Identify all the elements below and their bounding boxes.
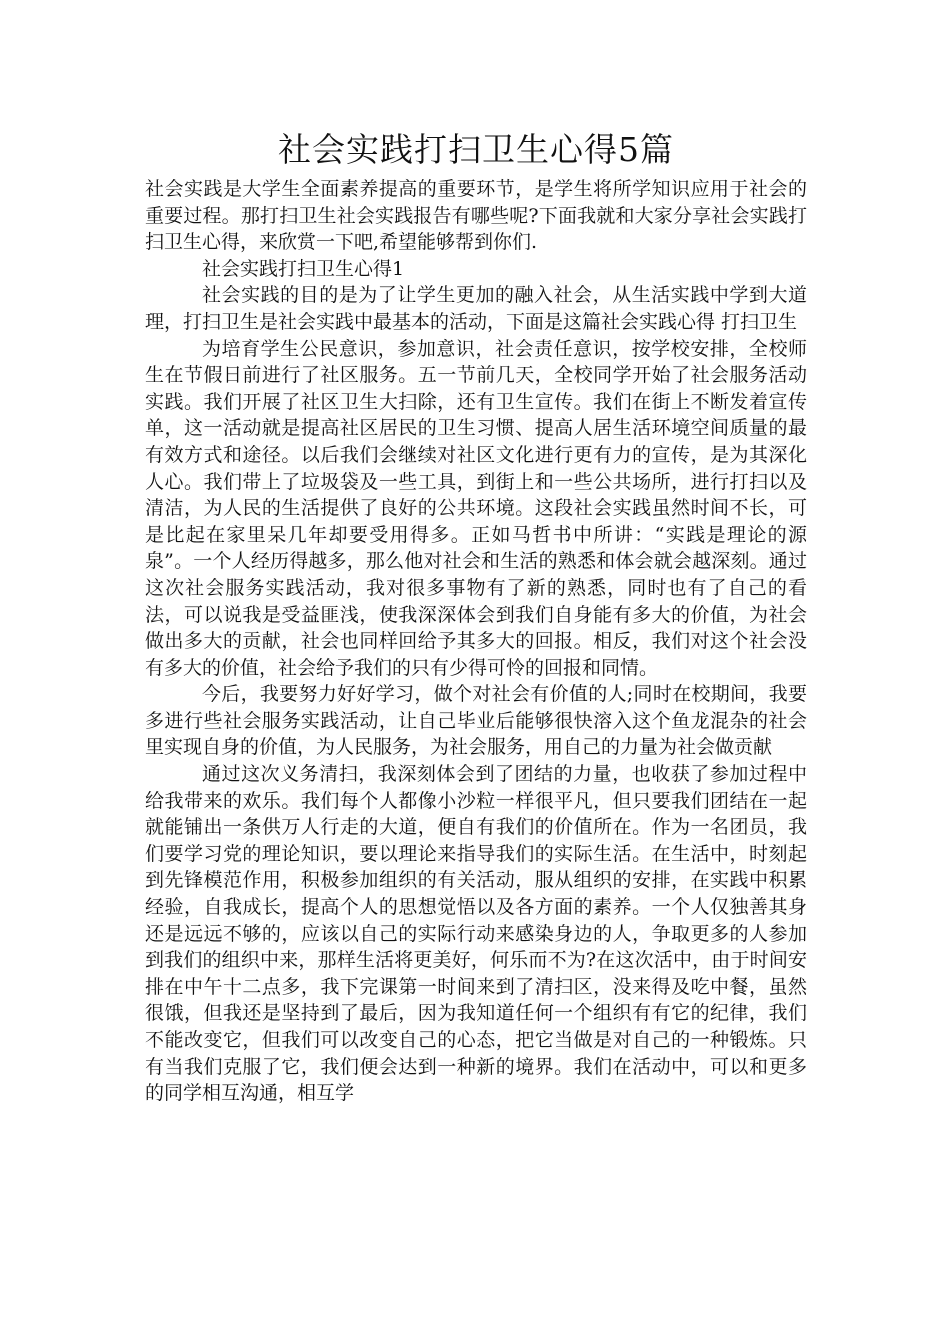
section-heading: 社会实践打扫卫生心得1: [202, 257, 405, 280]
paragraph: 今后，我要努力好好学习，做个对社会有价值的人;同时在校期间，我要多进行些社会服务实践活动，让自己毕业后能够很快溶入这个鱼龙混杂的社会里实现自身的价值，为人民服务，为社会服务，用自己的力量为社会做贡献: [145, 683, 807, 759]
paragraph: 通过这次义务清扫，我深刻体会到了团结的力量，也收获了参加过程中给我带来的欢乐。我们每个人都像小沙粒一样很平凡，但只要我们团结在一起就能铺出一条供万人行走的大道，便自有我们的价值所在。作为一名团员，我们要学习党的理论知识，要以理论来指导我们的实际生活。在生活中，时刻起到先锋模范作用，积极参加组织的有关活动，服从组织的安排，在实践中积累经验，自我成长，提高个人的思想觉悟以及各方面的素养。一个人仅独善其身还是远远不够的，应该以自己的实际行动来感染身边的人，争取更多的人参加到我们的组织中来，那样生活将更美好，何乐而不为?在这次活中，由于时间安排在中午十二点多，我下完课第一时间来到了清扫区，没来得及吃中餐，虽然很饿，但我还是坚持到了最后，因为我知道任何一个组织有有它的纪律，我们不能改变它，但我们可以改变自己的心态，把它当做是对自己的一种锻炼。只有当我们克服了它，我们便会达到一种新的境界。我们在活动中，可以和更多的同学相互沟通，相互学: [145, 763, 807, 1105]
document-title: 社会实践打扫卫生心得5篇: [278, 130, 674, 169]
paragraph: 社会实践的目的是为了让学生更加的融入社会，从生活实践中学到大道理，打扫卫生是社会实践中最基本的活动，下面是这篇社会实践心得 打扫卫生: [145, 284, 807, 333]
document-body: [145, 126, 807, 1107]
intro-paragraph: 社会实践是大学生全面素养提高的重要环节，是学生将所学知识应用于社会的重要过程。那打扫卫生社会实践报告有哪些呢?下面我就和大家分享社会实践打扫卫生心得，来欣赏一下吧,希望能够帮到你们.: [145, 178, 807, 254]
paragraph: 为培育学生公民意识，参加意识，社会责任意识，按学校安排，全校师生在节假日前进行了社区服务。五一节前几天，全校同学开始了社会服务活动实践。我们开展了社区卫生大扫除，还有卫生宣传。我们在街上不断发着宣传单，这一活动就是提高社区居民的卫生习惯、提高人居生活环境空间质量的最有效方式和途径。以后我们会继续对社区文化进行更有力的宣传，是为其深化人心。我们带上了垃圾袋及一些工具，到街上和一些公共场所，进行打扫以及清洁，为人民的生活提供了良好的公共环境。这段社会实践虽然时间不长，可是比起在家里呆几年却要受用得多。正如马哲书中所讲：“实践是理论的源泉”。一个人经历得越多，那么他对社会和生活的熟悉和体会就会越深刻。通过这次社会服务实践活动，我对很多事物有了新的熟悉，同时也有了自己的看法，可以说我是受益匪浅，使我深深体会到我们自身能有多大的价值，为社会做出多大的贡献，社会也同样回给予其多大的回报。相反，我们对这个社会没有多大的价值，社会给予我们的只有少得可怜的回报和同情。: [145, 337, 807, 679]
